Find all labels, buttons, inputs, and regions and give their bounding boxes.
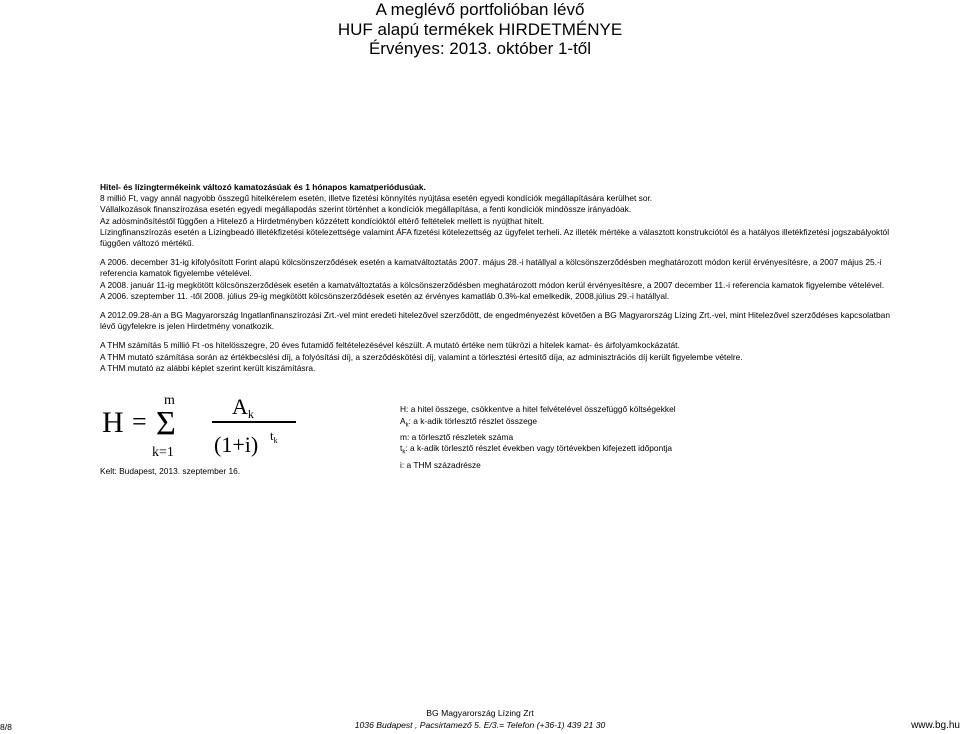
paragraph-credit-rating: Az adósminősítéstől függően a Hitelező a Hirdetményben közzétett kondícióktól eltérő feltételek mellett is nyújthat hitelt.	[100, 215, 545, 226]
paragraph-large-loans: 8 millió Ft, vagy annál nagyobb összegű hitelkérelem esetén, illetve fizetési könnyítés nyújtása esetén egyedi kondíciók megállapítására kerülhet sor.	[100, 193, 653, 204]
legend-tk: $t_k$: a k-adik törlesztő részlet években vagy törtévekben kifejezett időpontja	[400, 443, 673, 457]
paragraph-assignment: A 2012.09.28-án a BG Magyarország Ingatlanfinanszírozási Zrt.-vel mint eredeti hitelezővel szerződött, de engedményezést követően a BG Magyarország Lízing Zrt.-vel, mint Hitelezővel szerződéses kapcsolatban lévő ügyfelekre is jelen Hirdetmény vonatkozik.	[100, 310, 890, 332]
paragraph-thm-fees: A THM mutató számítása során az értékbecslési díj, a folyósítási díj, a szerződéskötési díj, valamint a törlesztési értesítő díja, az adminisztrációs díj került figyelembe vételre.	[100, 351, 743, 362]
page-footer	[0, 708, 960, 734]
section-heading: Hitel- és lízingtermékeink változó kamatozásúak és 1 hónapos kamatperiódusúak.	[100, 182, 426, 192]
formula-sigma: Σ	[156, 405, 176, 442]
formula-numerator-a: A	[232, 394, 248, 419]
formula-exponent-sub: k	[273, 436, 278, 445]
title-line-3: Érvényes: 2013. október 1-től	[368, 39, 592, 58]
date-place-line: Kelt: Budapest, 2013. szeptember 16.	[100, 466, 241, 476]
formula-legend	[400, 404, 720, 471]
formula-exponent	[270, 428, 278, 445]
formula-exponent-t: t	[270, 428, 274, 443]
legend-m: m: a törlesztő részletek száma	[400, 431, 514, 442]
body-section	[100, 182, 906, 374]
formula-equals: =	[132, 407, 147, 436]
formula-h: H	[102, 406, 124, 439]
formula-numerator-sub: k	[247, 407, 254, 421]
formula-m: m	[164, 393, 175, 408]
legend-ak: $A_k$: a k-adik törlesztő részlet összege	[400, 415, 538, 429]
document-title	[0, 0, 960, 59]
paragraph-history-2008: A 2008. január 11-ig megkötött kölcsönszerződések esetén a kamatváltoztatás a kölcsönszerződésben meghatározott módon kerül érvényesítésre, a 2007 december 11.-i referencia kamatok figyelembe vételével.	[100, 279, 885, 290]
page-number: 8/8	[0, 722, 12, 732]
paragraph-history-rate-increase: A 2006. szeptember 11. -től 2008. július 29-ig megkötött kölcsönszerződések esetén az érvényes kamatláb 0.3%-kal emelkedik, 2008.július 29.-i hatállyal.	[100, 290, 670, 301]
paragraph-thm-formula-intro: A THM mutató az alábbi képlet szerint került kiszámításra.	[100, 362, 316, 373]
formula-denominator: (1+i)	[214, 432, 259, 457]
paragraph-leasing-fees: Lízingfinanszírozás esetén a Lízingbeadó illetékfizetési kötelezettsége valamint ÁFA fizetési kötelezettség az ügyfelet terheli. Az illeték mértéke a választott konstrukciótól és a hatályos illetékfizetési jogszabályoktól függően változó mértékű.	[100, 226, 890, 249]
formula-k-equals-1: k=1	[152, 445, 174, 460]
legend-i: i: a THM századrésze	[400, 459, 481, 470]
paragraph-thm-basis: A THM számítás 5 millió Ft -os hitelösszegre, 20 éves futamidő feltételezésével készült. A mutató értéke nem tükrözi a hitelek kamat- és árfolyamkockázatát.	[100, 340, 680, 351]
thm-formula	[100, 386, 300, 462]
title-line-1: A meglévő portfolióban lévő	[375, 0, 585, 19]
footer-company: BG Magyarország Lízing Zrt	[426, 708, 534, 718]
footer-address: 1036 Budapest , Pacsirtamező 5. E/3.= Telefon (+36-1) 439 21 30	[354, 720, 606, 730]
paragraph-history-2006: A 2006. december 31-ig kifolyósított Forint alapú kölcsönszerződések esetén a kamatváltoztatás 2007. május 28.-i hatállyal a kölcsönszerződésben meghatározott módon kerül érvényesítésre, a 2007 május 25.-i referencia kamatok figyelembe vételével.	[100, 257, 882, 279]
legend-h: H: a hitel összege, csökkentve a hitel felvételével összefüggő költségekkel	[400, 404, 676, 414]
footer-website[interactable]: www.bg.hu	[911, 720, 960, 731]
paragraph-business-financing: Vállalkozások finanszírozása esetén egyedi megállapodás szerint történhet a kondíciók megállapítása, a fenti kondíciók mindössze irányadóak.	[100, 204, 632, 215]
formula-numerator	[232, 394, 254, 421]
title-line-2: HUF alapú termékek HIRDETMÉNYE	[337, 19, 623, 39]
